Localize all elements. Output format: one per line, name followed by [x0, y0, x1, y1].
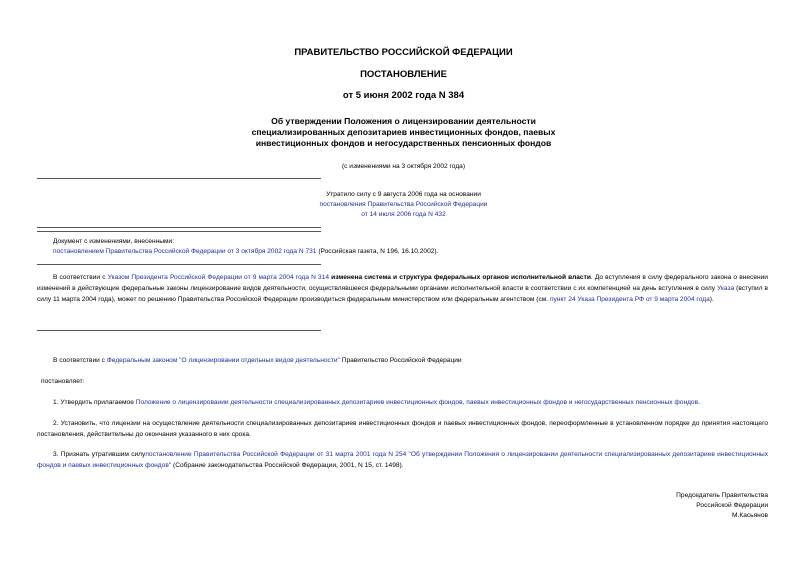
resolution-254-link[interactable]: постановление Правительства Российской Федерации от 31 марта 2001 года N 254 "Об утверждении Положения о лицензировании деятельности специализированных депозитариев инвестиционных фондов и паевых инвестиционных фондов": [37, 451, 768, 469]
federal-law-link[interactable]: Федеральным законом "О лицензировании отдельных видов деятельности": [106, 357, 340, 364]
repeal-link-line-1[interactable]: постановления Правительства Российской Федерации: [319, 201, 488, 208]
amended-note: (с изменениями на 3 октября 2002 года): [341, 163, 466, 170]
item-1: [53, 397, 768, 408]
preamble-text: Правительство Российской Федерации: [339, 357, 462, 364]
preamble: [53, 355, 768, 366]
document-title: [0, 116, 807, 149]
repeal-note-text: Утратило силу с 9 августа 2006 года на основании: [326, 191, 481, 198]
title-line-2: специализированных депозитариев инвестиционных фондов, паевых: [251, 127, 556, 137]
title-line-1: Об утверждении Положения о лицензировании деятельности: [271, 116, 536, 126]
document-date: от 5 июня 2002 года N 384: [342, 90, 465, 101]
changes-source: (Российская газета, N 196, 16.10.2002).: [316, 248, 439, 255]
item-2: 2. Установить, что лицензии на осуществление деятельности специализированных депозитариев инвестиционных фондов и паевых инвестиционных фондов, переоформленные в установленном порядке до принятия настоящего постановления, действительны до окончания указанного в них срока.: [37, 420, 768, 438]
changes-intro: Документ с изменениями, внесенными:: [53, 238, 175, 245]
item-3: [37, 449, 768, 471]
notice-text: ).: [709, 296, 714, 303]
divider: [37, 231, 321, 232]
regulation-link[interactable]: Положение о лицензировании деятельности специализированных депозитариев инвестиционных фондов, паевых инвестиционных фондов и негосударственных пенсионных фондов: [135, 399, 699, 406]
decree-314-link[interactable]: Указом Президента Российской Федерации от 9 марта 2004 года N 314: [107, 274, 330, 281]
item-1-text: .: [698, 399, 700, 406]
notice-text: . До вступления в силу федерального закона о внесении изменений в действующие федеральные законы лицензирование видов деятельности, осуществлявшееся федеральными органами исполнительной власти в соответствии с их компетенцией на день вступления в силу: [37, 274, 768, 292]
notice-paragraph: [37, 272, 768, 305]
changes-link[interactable]: постановлением Правительства Российской Федерации от 3 октября 2002 года N 731: [53, 248, 317, 255]
repeal-note: [0, 190, 807, 220]
divider: [37, 178, 321, 179]
government-heading: ПРАВИТЕЛЬСТВО РОССИЙСКОЙ ФЕДЕРАЦИИ: [294, 47, 513, 58]
signature-name: М.Касьянов: [732, 512, 768, 519]
signature-title: Председатель Правительства: [676, 492, 768, 499]
decree-item-24-link[interactable]: пункт 24 Указа Президента РФ от 9 марта 2004 года: [549, 296, 710, 303]
item-1-text: 1. Утвердить прилагаемое: [53, 399, 136, 406]
preamble-text: В соответствии с: [53, 357, 107, 364]
decrees-word: постановляет:: [41, 378, 85, 385]
divider: [37, 227, 321, 228]
changes-block: [53, 237, 773, 257]
signature-block: [676, 491, 768, 521]
divider: [37, 264, 321, 265]
repeal-link-line-2[interactable]: от 14 июля 2006 года N 432: [361, 211, 446, 218]
signature-title-2: Российской Федерации: [696, 502, 768, 509]
divider: [37, 330, 321, 331]
item-3-text: (Собрание законодательства Российской Федерации, 2001, N 15, ст. 1498).: [171, 462, 404, 469]
title-line-3: инвестиционных фондов и негосударственных пенсионных фондов: [255, 138, 552, 148]
decree-link[interactable]: Указа: [716, 285, 735, 292]
notice-text: (вступил в силу 11 марта 2004 года), может по решению Правительства Российской Федерации производиться федеральным министерством или федеральным агентством (см.: [37, 285, 768, 303]
notice-text: В соответствии с: [53, 274, 108, 281]
document-type: ПОСТАНОВЛЕНИЕ: [360, 69, 447, 80]
item-3-text: 3. Признать утратившим силу: [53, 451, 146, 458]
notice-bold-text: изменена система и структура федеральных органов исполнительной власти: [329, 274, 591, 281]
